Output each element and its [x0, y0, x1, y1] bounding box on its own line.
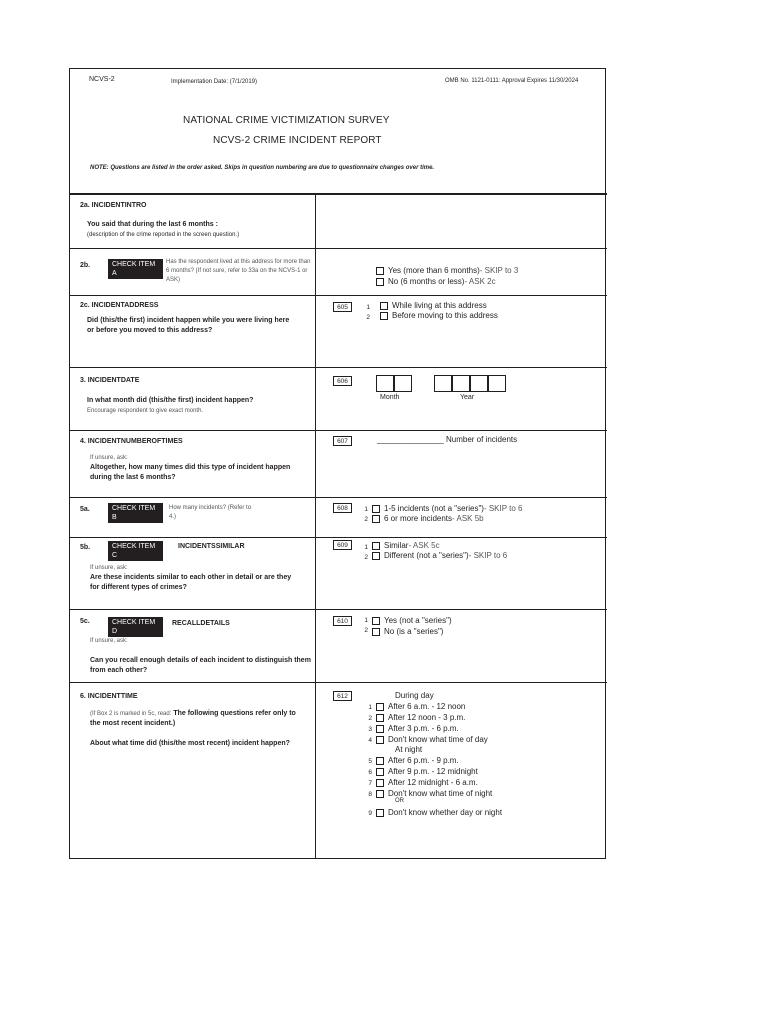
omb-number: OMB No. 1121-0111: Approval Expires 11/30/2024 [445, 78, 579, 84]
checkbox[interactable] [372, 552, 380, 560]
q6-option-3[interactable]: After 3 p.m. - 6 p.m. [376, 724, 459, 733]
checkbox[interactable] [372, 628, 380, 636]
q2b-option-no[interactable]: No (6 months or less) - ASK 2c [376, 277, 496, 286]
checkbox[interactable] [372, 542, 380, 550]
checkbox[interactable] [372, 515, 380, 523]
or-separator: OR [395, 798, 404, 804]
q5c-name: RECALLDETAILS [172, 620, 230, 627]
check-item-a: CHECK ITEM A [108, 259, 163, 279]
code-610: 610 [333, 616, 352, 626]
q5b-sub: If unsure, ask: [90, 565, 128, 571]
night-header: At night [395, 745, 423, 754]
option-number: 2 [364, 516, 368, 523]
checkbox[interactable] [376, 725, 384, 733]
q3-label: 3. INCIDENTDATE [80, 377, 140, 384]
q2c-option-1[interactable]: While living at this address [380, 301, 487, 310]
q5b-option-2[interactable]: Different (not a "series") - SKIP to 6 [372, 551, 507, 560]
q2a-sub: (description of the crime reported in the screen question.) [87, 232, 240, 238]
checkbox[interactable] [376, 809, 384, 817]
q6-option-9[interactable]: Don't know whether day or night [376, 808, 502, 817]
code-607: 607 [333, 436, 352, 446]
year-digit-4[interactable] [488, 375, 506, 392]
q5c-option-2[interactable]: No (is a "series") [372, 627, 443, 636]
year-digit-2[interactable] [452, 375, 470, 392]
code-609: 609 [333, 540, 352, 550]
q5a-option-2[interactable]: 6 or more incidents - ASK 5b [372, 514, 484, 523]
option-number: 1 [364, 617, 368, 624]
form-page [69, 68, 606, 859]
form-id: NCVS-2 [89, 76, 115, 83]
checkbox[interactable] [376, 267, 384, 275]
month-label: Month [380, 394, 400, 401]
q6-instruction: (If Box 2 is marked in 5c, read: The following questions refer only to the most recent incident.) [90, 710, 296, 727]
month-digit-1[interactable] [376, 375, 394, 392]
q2b-option-yes[interactable]: Yes (more than 6 months) - SKIP to 3 [376, 266, 518, 275]
code-605: 605 [333, 302, 352, 312]
checkbox[interactable] [376, 768, 384, 776]
q6-option-2[interactable]: After 12 noon - 3 p.m. [376, 713, 465, 722]
q4-sub: If unsure, ask: [90, 455, 128, 461]
option-number: 1 [366, 304, 370, 311]
q2c-label: 2c. INCIDENTADDRESS [80, 302, 159, 309]
q5c-option-1[interactable]: Yes (not a "series") [372, 616, 452, 625]
q5b-option-1[interactable]: Similar - ASK 5c [372, 541, 440, 550]
report-title: NCVS-2 CRIME INCIDENT REPORT [213, 135, 382, 146]
option-number: 6 [368, 769, 372, 776]
checkbox[interactable] [372, 617, 380, 625]
q3-sub: Encourage respondent to give exact month. [87, 408, 204, 414]
checkbox[interactable] [376, 757, 384, 765]
q5c-sub: If unsure, ask: [90, 638, 128, 644]
q4-label: 4. INCIDENTNUMBEROFTIMES [80, 438, 183, 445]
option-number: 1 [364, 506, 368, 513]
option-number: 1 [368, 704, 372, 711]
checkbox[interactable] [376, 703, 384, 711]
year-digit-1[interactable] [434, 375, 452, 392]
checkbox[interactable] [376, 779, 384, 787]
row-divider [70, 367, 607, 368]
q5a-option-1[interactable]: 1-5 incidents (not a "series") - SKIP to 6 [372, 504, 523, 513]
q6-option-6[interactable]: After 9 p.m. - 12 midnight [376, 767, 478, 776]
option-number: 2 [368, 715, 372, 722]
q6-option-4[interactable]: Don't know what time of day [376, 735, 488, 744]
month-digit-2[interactable] [394, 375, 412, 392]
option-number: 9 [368, 810, 372, 817]
code-606: 606 [333, 376, 352, 386]
option-number: 2 [364, 554, 368, 561]
code-612: 612 [333, 691, 352, 701]
option-number: 2 [366, 314, 370, 321]
code-608: 608 [333, 503, 352, 513]
q2c-question: Did (this/the first) incident happen while you were living here or before you moved to this address? [87, 317, 290, 334]
q2c-option-2[interactable]: Before moving to this address [380, 311, 498, 320]
q2b-label: 2b. [80, 262, 91, 269]
q5b-label: 5b. [80, 544, 91, 551]
q6-option-8[interactable]: Don't know what time of night [376, 789, 492, 798]
q6-option-1[interactable]: After 6 a.m. - 12 noon [376, 702, 465, 711]
row-divider [70, 537, 607, 538]
checkbox[interactable] [376, 278, 384, 286]
option-number: 2 [364, 627, 368, 634]
survey-title: NATIONAL CRIME VICTIMIZATION SURVEY [183, 115, 390, 126]
q2b-text: Has the respondent lived at this address for more than 6 months? (If not sure, refer to 33a on the NCVS-1 or ASK) [166, 259, 311, 283]
note: NOTE: Questions are listed in the order asked. Skips in question numbering are due to questionnaire changes over time. [90, 165, 435, 171]
option-number: 3 [368, 726, 372, 733]
option-number: 1 [364, 544, 368, 551]
q4-answer-line[interactable]: _______________ Number of incidents [377, 435, 518, 444]
q6-question: About what time did (this/the most recent) incident happen? [90, 740, 290, 747]
checkbox[interactable] [376, 714, 384, 722]
year-digit-3[interactable] [470, 375, 488, 392]
q2a-question: You said that during the last 6 months : [87, 221, 218, 228]
row-divider [70, 609, 607, 610]
check-item-d: CHECK ITEM D [108, 617, 163, 637]
checkbox[interactable] [372, 505, 380, 513]
row-divider [70, 430, 607, 431]
row-divider [70, 682, 607, 683]
q6-option-5[interactable]: After 6 p.m. - 9 p.m. [376, 756, 459, 765]
year-label: Year [460, 394, 475, 401]
q4-question: Altogether, how many times did this type of incident happen during the last 6 months? [90, 464, 291, 481]
q6-label: 6. INCIDENTTIME [80, 693, 138, 700]
checkbox[interactable] [380, 302, 388, 310]
implementation-date: Implementation Date: (7/1/2019) [171, 79, 258, 85]
q5b-name: INCIDENTSSIMILAR [178, 543, 245, 550]
option-number: 4 [368, 737, 372, 744]
row-divider [70, 295, 607, 296]
q5c-question: Can you recall enough details of each incident to distinguish them from each other? [90, 657, 311, 674]
q5b-question: Are these incidents similar to each other in detail or are they for different types of crimes? [90, 574, 292, 591]
check-item-c: CHECK ITEM C [108, 541, 163, 561]
option-number: 8 [368, 791, 372, 798]
option-number: 5 [368, 758, 372, 765]
row-divider [70, 248, 607, 249]
checkbox[interactable] [380, 312, 388, 320]
q5a-label: 5a. [80, 506, 90, 513]
q6-option-7[interactable]: After 12 midnight - 6 a.m. [376, 778, 478, 787]
q5a-text: How many incidents? (Refer to 4.) [169, 505, 252, 520]
checkbox[interactable] [376, 790, 384, 798]
q2a-label: 2a. INCIDENTINTRO [80, 202, 147, 209]
day-header: During day [395, 691, 434, 700]
divider [70, 193, 607, 195]
option-number: 7 [368, 780, 372, 787]
checkbox[interactable] [376, 736, 384, 744]
row-divider [70, 497, 607, 498]
check-item-b: CHECK ITEM B [108, 503, 163, 523]
q3-question: In what month did (this/the first) incident happen? [87, 397, 254, 404]
q5c-label: 5c. [80, 618, 90, 625]
